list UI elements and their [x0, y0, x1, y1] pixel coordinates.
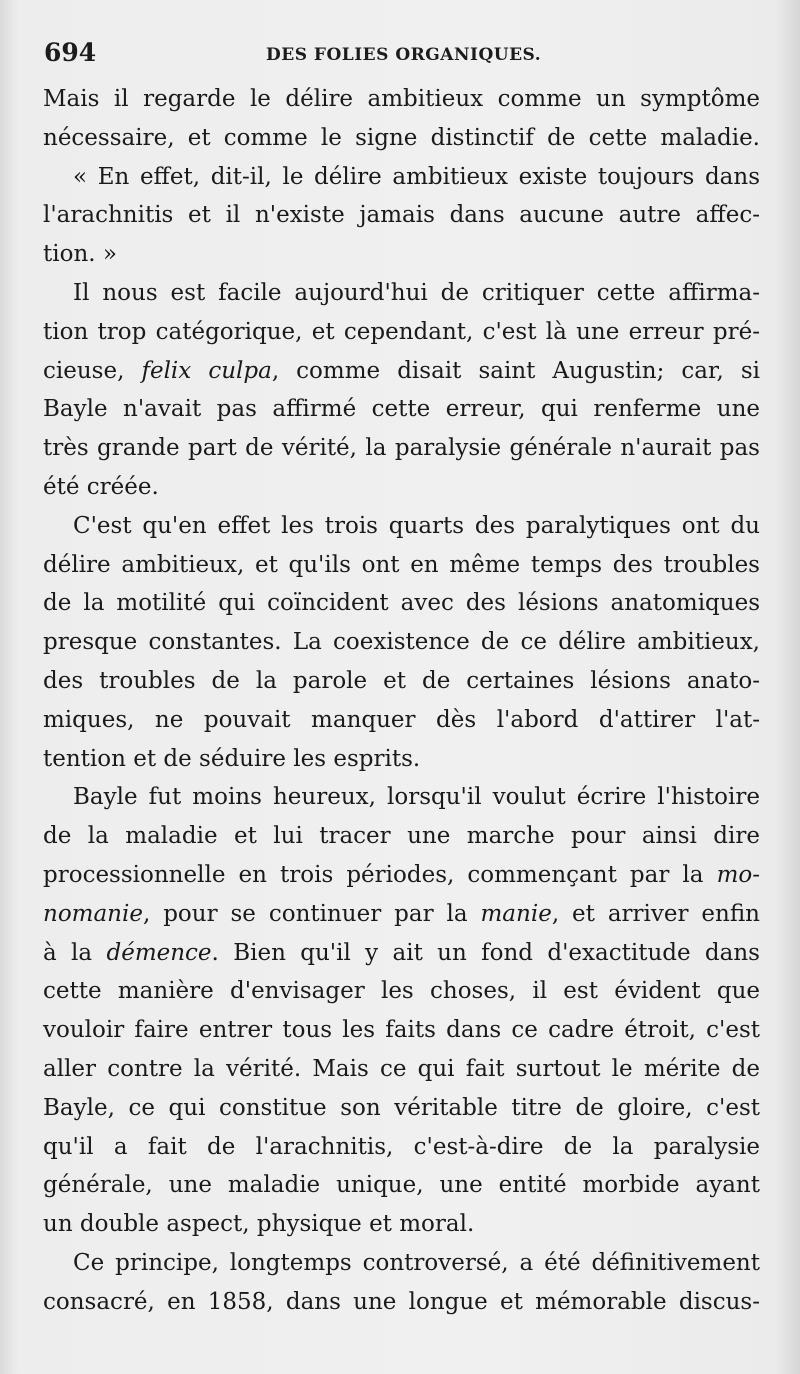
- italic-phrase: nomanie: [43, 900, 143, 927]
- text-line: miques, ne pouvait manquer dès l'abord d'attirer l'at-: [43, 706, 760, 733]
- text-line: été créée.: [43, 473, 159, 500]
- text-line: tention et de séduire les esprits.: [43, 745, 421, 772]
- text-line: presque constantes. La coexistence de ce délire ambitieux,: [43, 629, 760, 656]
- text-line: vouloir faire entrer tous les faits dans ce cadre étroit, c'est: [43, 1017, 760, 1044]
- text-line: Mais il regarde le délire ambitieux comme un symptôme: [43, 86, 760, 112]
- italic-phrase: démence: [106, 939, 212, 966]
- text-line: Bayle fut moins heureux, lorsqu'il voulut écrire l'histoire: [73, 784, 760, 811]
- text-line: cette manière d'envisager les choses, il est évident que: [43, 978, 760, 1005]
- text-line: processionnelle en trois périodes, commençant par la mo-: [43, 861, 760, 888]
- text-line: des troubles de la parole et de certaines lésions anato-: [43, 667, 760, 694]
- italic-phrase: felix culpa: [141, 357, 272, 384]
- text-line: qu'il a fait de l'arachnitis, c'est-à-dire de la paralysie: [43, 1133, 760, 1160]
- text-line: Ce principe, longtemps controversé, a été définitivement: [73, 1249, 760, 1276]
- text-line: à la démence. Bien qu'il y ait un fond d'exactitude dans: [43, 939, 760, 966]
- text-line: aller contre la vérité. Mais ce qui fait surtout le mérite de: [43, 1055, 760, 1082]
- text-line: nomanie, pour se continuer par la manie, et arriver enfin: [43, 900, 760, 927]
- text-line: tion. »: [43, 241, 117, 268]
- text-line: nécessaire, et comme le signe distinctif de cette maladie.: [43, 124, 760, 151]
- text-line: de la motilité qui coïncident avec des lésions anatomiques: [43, 590, 760, 617]
- text-line: l'arachnitis et il n'existe jamais dans aucune autre affec-: [43, 202, 760, 229]
- text-line: C'est qu'en effet les trois quarts des paralytiques ont du: [73, 512, 760, 539]
- text-line: très grande part de vérité, la paralysie générale n'aurait pas: [43, 435, 760, 462]
- body-text: [43, 80, 760, 1322]
- text-line: Bayle n'avait pas affirmé cette erreur, qui renferme une: [43, 396, 760, 423]
- text-line: « En effet, dit-il, le délire ambitieux existe toujours dans: [73, 163, 760, 190]
- text-line: un double aspect, physique et moral.: [43, 1211, 475, 1238]
- running-head: DES FOLIES ORGANIQUES.: [266, 45, 542, 65]
- page-number: 694: [44, 38, 97, 67]
- text-line: Bayle, ce qui constitue son véritable titre de gloire, c'est: [43, 1094, 760, 1121]
- text-line: délire ambitieux, et qu'ils ont en même temps des troubles: [43, 551, 760, 578]
- text-line: Il nous est facile aujourd'hui de critiquer cette affirma-: [73, 279, 760, 306]
- text-line: générale, une maladie unique, une entité morbide ayant: [43, 1172, 760, 1199]
- italic-phrase: manie: [480, 900, 552, 927]
- text-line: tion trop catégorique, et cependant, c'est là une erreur pré-: [43, 318, 760, 345]
- text-line: de la maladie et lui tracer une marche pour ainsi dire: [43, 823, 760, 850]
- text-line: cieuse, felix culpa, comme disait saint Augustin; car, si: [43, 357, 761, 384]
- italic-phrase: mo-: [716, 861, 760, 888]
- text-line: consacré, en 1858, dans une longue et mémorable discus-: [43, 1288, 760, 1315]
- page-header: [44, 38, 760, 74]
